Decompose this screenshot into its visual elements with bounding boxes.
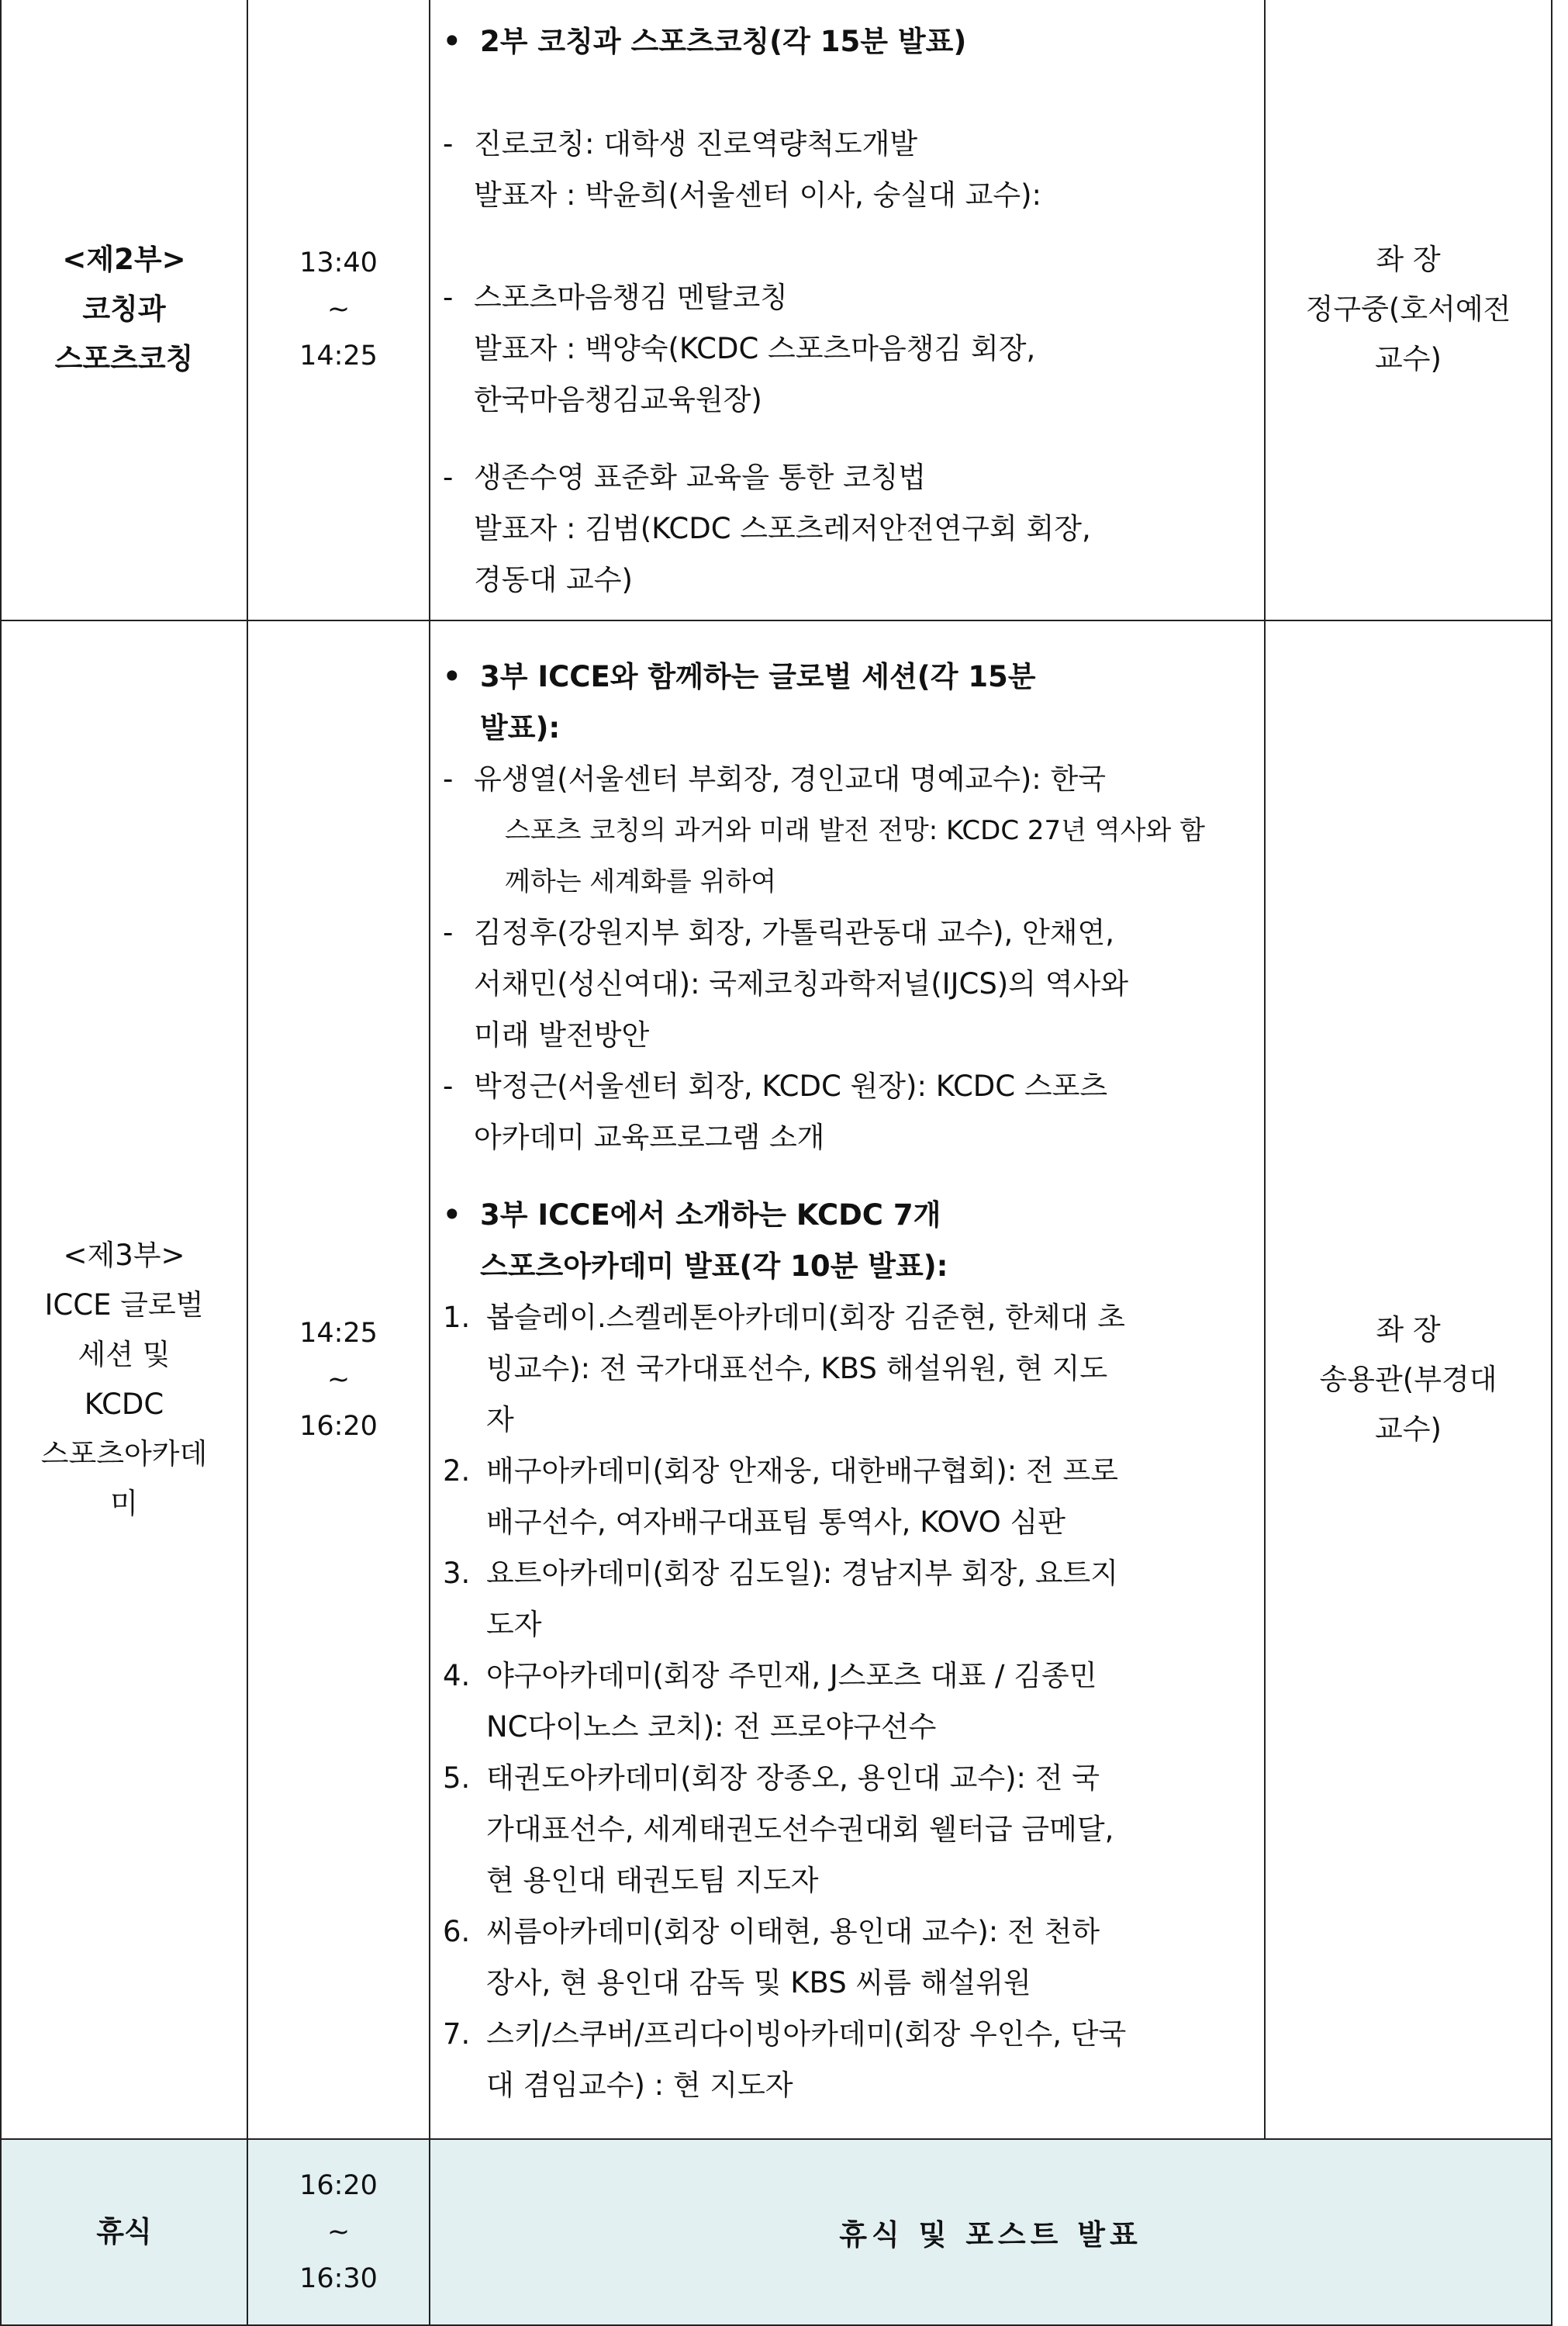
part3-chair-cell (1265, 620, 1552, 2139)
time-end: 16:20 (299, 1411, 378, 1442)
part3-time-cell (247, 620, 430, 2139)
dash-mark: - (443, 126, 454, 161)
time-sep: ~ (326, 2217, 351, 2248)
time-start: 16:20 (299, 2170, 378, 2201)
item-number: 2. (443, 1454, 471, 1488)
talk-speaker: 발표자 : 백양숙(KCDC 스포츠마음챙김 회장, (474, 331, 1036, 365)
part3-row (1, 620, 1552, 2139)
academy-item: 4. 야구아카데미(회장 주민재, J스포츠 대표 / 김종민 NC다이노스 코치): 전 프로야구선수 (443, 1650, 1245, 1753)
academy-item: 7. 스키/스쿠버/프리다이빙아카데미(회장 우인수, 단국 대 겸임교수) : 현 지도자 (443, 2009, 1245, 2111)
dash-mark: - (443, 460, 454, 494)
academy-item: 2. 배구아카데미(회장 안재웅, 대한배구협회): 전 프로 배구선수, 여자배구대표팀 통역사, KOVO 심판 (443, 1446, 1245, 1548)
part2-time-cell (247, 0, 430, 620)
item-number: 3. (443, 1557, 471, 1590)
part2-row (1, 0, 1552, 620)
academy-item: 5. 태권도아카데미(회장 장종오, 용인대 교수): 전 국 가대표선수, 세계태권도선수권대회 웰터급 금메달, 현 용인대 태권도팀 지도자 (443, 1753, 1245, 1906)
time-sep: ~ (326, 293, 351, 325)
talk-speaker: 한국마음챙김교육원장) (474, 382, 762, 416)
talk-title: 스포츠마음챙김 멘탈코칭 (474, 280, 788, 314)
dash-mark: - (443, 280, 454, 314)
break-section-cell: 휴식 (1, 2139, 247, 2325)
academy-item: 6. 씨름아카데미(회장 이태현, 용인대 교수): 전 천하 장사, 현 용인대 감독 및 KBS 씨름 해설위원 (443, 1906, 1245, 2009)
time-end: 16:30 (299, 2263, 378, 2294)
talk-speaker: 발표자 : 김범(KCDC 스포츠레저안전연구회 회장, (474, 511, 1091, 545)
talk-speaker: 발표자 : 박윤희(서울센터 이사, 숭실대 교수): (474, 178, 1041, 212)
chair-name: 송용관(부경대 (1319, 1363, 1497, 1396)
break-row (1, 2139, 1552, 2325)
break-content-cell: 휴식 및 포스트 발표 (430, 2139, 1552, 2325)
time-start: 14:25 (299, 1318, 378, 1349)
item-number: 6. (443, 1915, 471, 1948)
academy-item: 3. 요트아카데미(회장 김도일): 경남지부 회장, 요트지 도자 (443, 1548, 1245, 1650)
global-talk-item: - 박정근(서울센터 회장, KCDC 원장): KCDC 스포츠 아카데미 교육프로그램 소개 (443, 1061, 1245, 1163)
part3-section-cell (1, 620, 247, 2139)
time-end: 14:25 (299, 340, 378, 372)
item-number: 5. (443, 1761, 471, 1795)
part3-heading-global: • 3부 ICCE와 함께하는 글로벌 세션(각 15분 발표): (443, 651, 1245, 754)
talk-title: 진로코칭: 대학생 진로역량척도개발 (474, 126, 918, 161)
dash-mark: - (443, 916, 454, 949)
section-label: 세션 및 (78, 1338, 171, 1371)
time-sep: ~ (326, 1364, 351, 1395)
item-number: 1. (443, 1301, 471, 1334)
chair-affiliation: 교수) (1375, 1412, 1442, 1446)
talk-item (443, 119, 1245, 221)
global-talk-item: - 유생열(서울센터 부회장, 경인교대 명예교수): 한국 스포츠 코칭의 과거와 미래 발전 전망: KCDC 27년 역사와 함 께하는 세계화를 위하여 (443, 754, 1245, 907)
bullet-mark: • (443, 24, 461, 58)
time-start: 13:40 (299, 247, 378, 278)
chair-label: 좌 장 (1376, 242, 1441, 276)
part2-content-cell (430, 0, 1265, 620)
chair-affiliation: 교수) (1375, 341, 1442, 375)
item-number: 4. (443, 1659, 471, 1692)
section-label: <제3부> (63, 1239, 185, 1272)
section-label: 스포츠코칭 (54, 341, 194, 375)
talk-item (443, 452, 1245, 606)
section-label: 미 (110, 1487, 138, 1520)
item-number: 7. (443, 2017, 471, 2051)
talk-title: 생존수영 표준화 교육을 통한 코칭법 (474, 460, 927, 494)
dash-mark: - (443, 762, 454, 796)
part2-chair-cell (1265, 0, 1552, 620)
part2-heading: • 2부 코칭과 스포츠코칭(각 15분 발표) (443, 16, 1245, 67)
talk-speaker: 경동대 교수) (474, 562, 633, 596)
section-label: 코칭과 (82, 292, 166, 326)
academy-item: 1. 봅슬레이.스켈레톤아카데미(회장 김준현, 한체대 초 빙교수): 전 국가대표선수, KBS 해설위원, 현 지도 자 (443, 1292, 1245, 1446)
talk-item (443, 272, 1245, 426)
part2-section-cell (1, 0, 247, 620)
bullet-mark: • (443, 660, 461, 693)
dash-mark: - (443, 1070, 454, 1103)
chair-label: 좌 장 (1376, 1313, 1441, 1346)
part3-content-cell (430, 620, 1265, 2139)
break-time-cell (247, 2139, 430, 2325)
global-talk-item: - 김정후(강원지부 회장, 가톨릭관동대 교수), 안채연, 서채민(성신여대): 국제코칭과학저널(IJCS)의 역사와 미래 발전방안 (443, 907, 1245, 1061)
section-label: <제2부> (62, 242, 186, 276)
section-label: KCDC (84, 1388, 164, 1421)
section-label: ICCE 글로벌 (44, 1288, 204, 1322)
chair-name: 정구중(호서예전 (1305, 292, 1511, 326)
bullet-mark: • (443, 1198, 461, 1232)
part3-heading-academy: • 3부 ICCE에서 소개하는 KCDC 7개 스포츠아카데미 발표(각 10분 발표): (443, 1190, 1245, 1292)
section-label: 스포츠아카데 (40, 1437, 208, 1471)
